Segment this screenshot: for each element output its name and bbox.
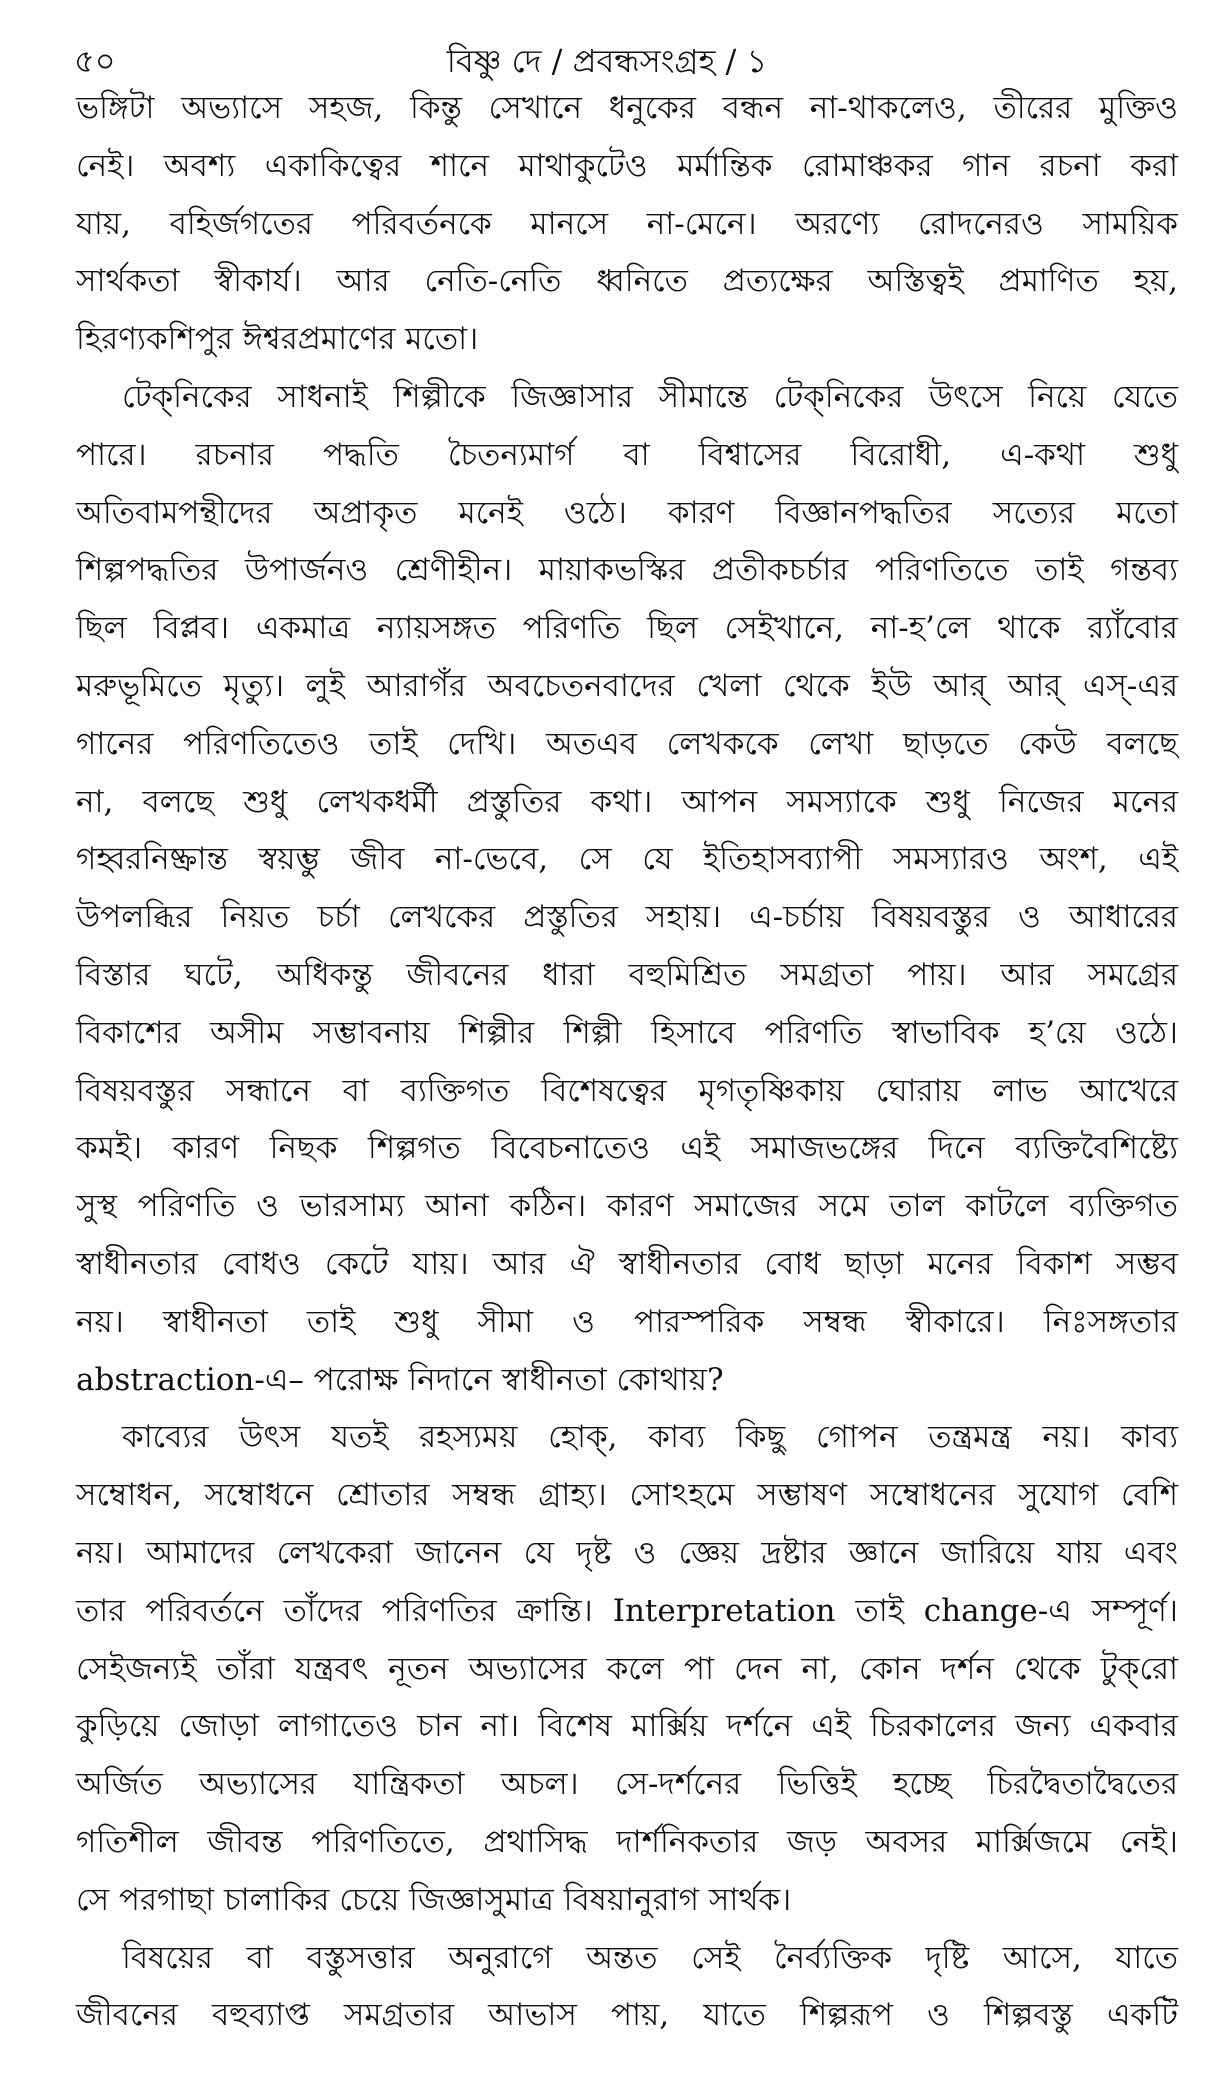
text-line: অতিবামপন্থীদের অপ্রাকৃত মনেই ওঠে। কারণ বিজ্ঞানপদ্ধতির সত্যের মতো	[76, 494, 1178, 531]
text-line: ভঙ্গিটা অভ্যাসে সহজ, কিন্তু সেখানে ধনুকের বন্ধন না-থাকলেও, তীরের মুক্তিও	[76, 90, 1178, 126]
text-line: কাব্যের উৎস যতই রহস্যময় হোক্, কাব্য কিছু গোপন তন্ত্রমন্ত্র নয়। কাব্য	[122, 1419, 1178, 1456]
text-line: গহ্বরনিষ্ক্রান্ত স্বয়ম্ভু জীব না-ভেবে, সে যে ইতিহাসব্যাপী সমস্যারও অংশ, এই	[76, 841, 1178, 878]
text-line: বিকাশের অসীম সম্ভাবনায় শিল্পীর শিল্পী হিসাবে পরিণতি স্বাভাবিক হ’য়ে ওঠে।	[76, 1014, 1178, 1051]
text-line: স্বাধীনতার বোধও কেটে যায়। আর ঐ স্বাধীনতার বোধ ছাড়া মনের বিকাশ সম্ভব	[76, 1245, 1178, 1282]
text-line: বিষয়ের বা বস্তুসত্তার অনুরাগে অন্তত সেই নৈর্ব্যক্তিক দৃষ্টি আসে, যাতে	[122, 1939, 1178, 1976]
page-number: ৫০	[74, 42, 116, 80]
text-line: নয়। স্বাধীনতা তাই শুধু সীমা ও পারস্পরিক সম্বন্ধ স্বীকারে। নিঃসঙ্গতার	[76, 1303, 1178, 1340]
text-line: পারে। রচনার পদ্ধতি চৈতন্যমার্গ বা বিশ্বাসের বিরোধী, এ-কথা শুধু	[76, 436, 1178, 473]
text-line: সম্বোধন, সম্বোধনে শ্রোতার সম্বন্ধ গ্রাহ্য। সোঽহমে সম্ভাষণ সম্বোধনের সুযোগ বেশি	[76, 1477, 1178, 1514]
text-line: তার পরিবর্তনে তাঁদের পরিণতির ক্রান্তি। Interpretation তাই change-এ সম্পূর্ণ।	[76, 1592, 1178, 1629]
text-line: উপলব্ধির নিয়ত চর্চা লেখকের প্রস্তুতির সহায়। এ-চর্চায় বিষয়বস্তুর ও আধারের	[76, 899, 1178, 936]
text-line: সার্থকতা স্বীকার্য। আর নেতি-নেতি ধ্বনিতে প্রত্যক্ষের অস্তিত্বই প্রমাণিত হয়,	[76, 263, 1178, 300]
text-line: মরুভূমিতে মৃত্যু। লুই আরাগঁর অবচেতনবাদের খেলা থেকে ইউ আর্ আর্ এস্-এর	[76, 667, 1178, 704]
text-line: সুস্থ পরিণতি ও ভারসাম্য আনা কঠিন। কারণ সমাজের সমে তাল কাটলে ব্যক্তিগত	[76, 1188, 1178, 1225]
paragraph	[76, 1930, 1178, 2046]
text-line: গানের পরিণতিতেও তাই দেখি। অতএব লেখককে লেখা ছাড়তে কেউ বলছে	[76, 725, 1178, 762]
text-line: টেক্‌নিকের সাধনাই শিল্পীকে জিজ্ঞাসার সীমান্তে টেক্‌নিকের উৎসে নিয়ে যেতে	[122, 378, 1178, 415]
text-line: বিস্তার ঘটে, অধিকন্তু জীবনের ধারা বহুমিশ্রিত সমগ্রতা পায়। আর সমগ্রের	[76, 956, 1178, 993]
paragraph	[76, 80, 1178, 369]
text-line: কমই। কারণ নিছক শিল্পগত বিবেচনাতেও এই সমাজভঙ্গের দিনে ব্যক্তিবৈশিষ্ট্যে	[76, 1130, 1178, 1167]
text-line: হিরণ্যকশিপুর ঈশ্বরপ্রমাণের মতো।	[76, 321, 479, 358]
text-line: নয়। আমাদের লেখকেরা জানেন যে দৃষ্ট ও জ্ঞেয় দ্রষ্টার জ্ঞানে জারিয়ে যায় এবং	[76, 1534, 1178, 1571]
text-line: সেইজন্যই তাঁরা যন্ত্রবৎ নূতন অভ্যাসের কলে পা দেন না, কোন দর্শন থেকে টুক্‌রো	[76, 1650, 1178, 1687]
text-line: যায়, বহির্জগতের পরিবর্তনকে মানসে না-মেনে। অরণ্যে রোদনেরও সাময়িক	[76, 205, 1178, 242]
body-text	[76, 80, 1178, 2045]
running-head: বিষ্ণু দে / প্রবন্ধসংগ্রহ / ১	[446, 42, 768, 80]
paragraph	[76, 369, 1178, 1409]
text-line: শিল্পপদ্ধতির উপার্জনও শ্রেণীহীন। মায়াকভস্কির প্রতীকচর্চার পরিণতিতে তাই গন্তব্য	[76, 552, 1178, 589]
text-line: সে পরগাছা চালাকির চেয়ে জিজ্ঞাসুমাত্র বিষয়ানুরাগ সার্থক।	[76, 1881, 792, 1918]
text-line: ছিল বিপ্লব। একমাত্র ন্যায়সঙ্গত পরিণতি ছিল সেইখানে, না-হ’লে থাকে র‍্যাঁবোর	[76, 610, 1178, 647]
text-line: বিষয়বস্তুর সন্ধানে বা ব্যক্তিগত বিশেষত্বের মৃগতৃষ্ণিকায় ঘোরায় লাভ আখেরে	[76, 1072, 1178, 1109]
text-line: কুড়িয়ে জোড়া লাগাতেও চান না। বিশেষ মার্ক্সিয় দর্শনে এই চিরকালের জন্য একবার	[76, 1708, 1178, 1745]
text-line: অর্জিত অভ্যাসের যান্ত্রিকতা অচল। সে-দর্শনের ভিত্তিই হচ্ছে চিরদ্বৈতাদ্বৈতের	[76, 1766, 1178, 1803]
text-line: গতিশীল জীবন্ত পরিণতিতে, প্রথাসিদ্ধ দার্শনিকতার জড় অবসর মার্ক্সিজমে নেই।	[76, 1823, 1178, 1860]
text-line: না, বলছে শুধু লেখকধর্মী প্রস্তুতির কথা। আপন সমস্যাকে শুধু নিজের মনের	[76, 783, 1178, 820]
text-line: জীবনের বহুব্যাপ্ত সমগ্রতার আভাস পায়, যাতে শিল্পরূপ ও শিল্পবস্তু একটি	[76, 1997, 1178, 2034]
paragraph	[76, 1409, 1178, 1929]
text-line: abstraction-এ– পরোক্ষ নিদানে স্বাধীনতা কোথায়?	[76, 1361, 724, 1398]
text-line: নেই। অবশ্য একাকিত্বের শানে মাথাকুটেও মর্মান্তিক রোমাঞ্চকর গান রচনা করা	[76, 147, 1178, 184]
